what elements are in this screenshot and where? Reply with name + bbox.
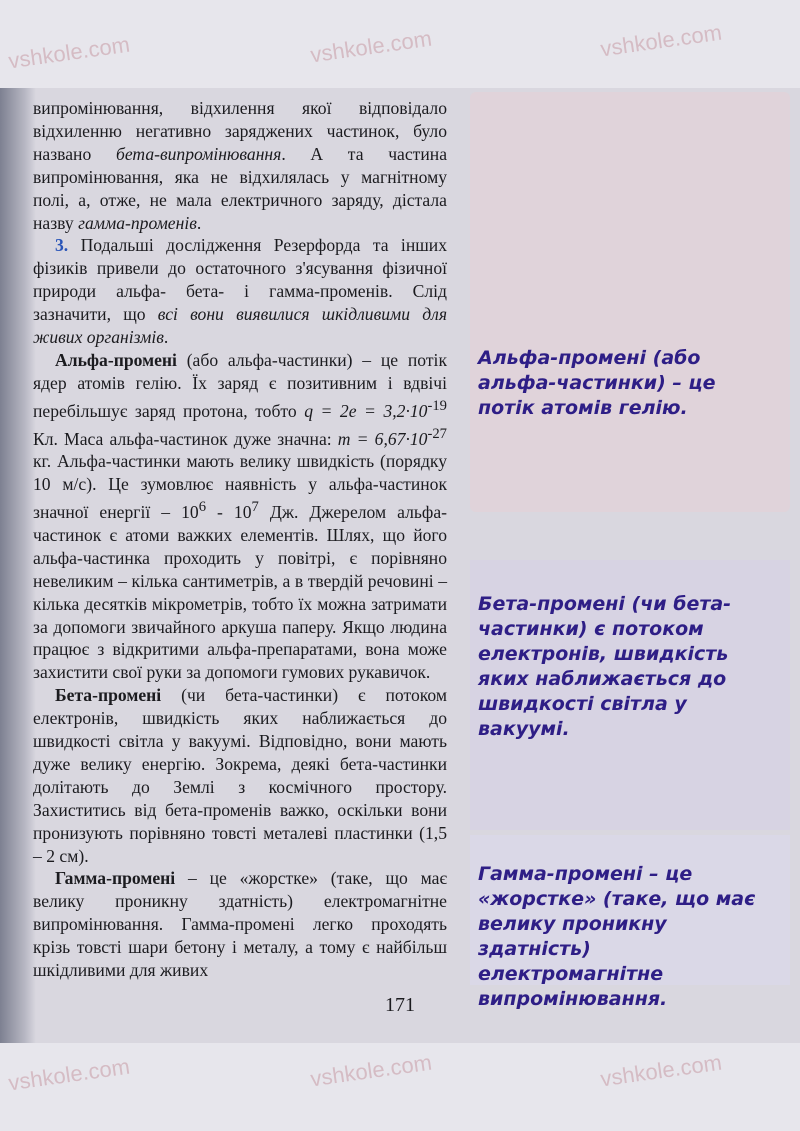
section-number: 3. (55, 235, 69, 256)
sidebar-note-gamma: Гамма-промені – це «жорстке» (таке, що має велику проникну здатність) електромагнітне випромінювання. (478, 863, 756, 1010)
bleed-through-area (470, 92, 790, 512)
watermark: vshkole.com (6, 1053, 132, 1096)
watermark: vshkole.com (598, 19, 724, 62)
paragraph-beta: Бета-промені (чи бета-частинки) є потоком електронів, швидкість яких наближається до швидкості світла у вакуумі. Відповідно, вони мають дуже велику енергію. Зокрема, деякі бета-частинки долітають до Землі з космічного простору. Захиститись від бета-променів важко, оскільки вони пронизують порівняно товсті металеві пластинки (1,5 – 2 см). (33, 685, 447, 866)
paragraph: випромінювання, відхилення якої відповідало відхиленню негативно заряджених частинок, було названо бета-випромінювання. А та частина випромінювання, яка не відхилялась у магнітному полі, а, отже, не мала електричного заряду, дістала назву гамма-променів. (33, 98, 448, 233)
term-gamma: Гамма-промені (55, 868, 176, 889)
sidebar-note-beta: Бета-промені (чи бета-частинки) є потоком електронів, швидкість яких наближається до швидкості світла у вакуумі. (478, 593, 732, 740)
watermark: vshkole.com (308, 25, 434, 68)
paragraph: 3. Подальші дослідження Резерфорда та інших фізиків привели до остаточного з'ясування фізичної природи альфа- бета- і гамма-променів. Слід зазначити, що всі вони виявилися шкідливими для живих організмів. (33, 235, 448, 348)
watermark: vshkole.com (6, 31, 132, 74)
term-beta: Бета-промені (55, 685, 162, 706)
watermark: vshkole.com (308, 1049, 434, 1092)
paragraph-gamma: Гамма-промені – це «жорстке» (таке, що має велику проникну здатність) електромагнітне випромінювання. Гамма-промені легко проходять крізь товсті шари бетону і металу, а тому є найбільш шкідливими для живих (33, 868, 447, 981)
term-alpha: Альфа-промені (55, 349, 177, 370)
main-text-column (33, 97, 447, 982)
paragraph-alpha: Альфа-промені (або альфа-частинки) – це потік ядер атомів гелію. Їх заряд є позитивним і вдвічі перебільшує заряд протона, тобто $q = 2e = 3,2\cdot 10^{-19}$ Кл. Маса альфа-частинок дуже значна: $m = 6,67\cdot 10^{-27}$ кг. Альфа-частинки мають велику швидкість (порядку 10 м/с). Це зумовлює наявність у альфа-частинок значної енергії – $10^6 - 10^7$ Дж. Джерелом альфа-частинок є атоми важких елементів. Шлях, що його альфа-частинка проходить у повітрі, є порівняно невеликим – кілька сантиметрів, а в твердій речовині – кілька десятків мікрометрів, тобто їх можна затримати за допомоги звичайного аркуша паперу. Якщо людина працює з відкритими альфа-препаратами, вона може захистити свої руки за допомоги гумових рукавичок. (33, 349, 448, 683)
page-number: 171 (385, 994, 415, 1016)
sidebar-note-alpha: Альфа-промені (або альфа-частинки) – це потік атомів гелію. (478, 347, 716, 419)
book-spine-shadow (0, 88, 36, 1043)
watermark: vshkole.com (598, 1049, 724, 1092)
